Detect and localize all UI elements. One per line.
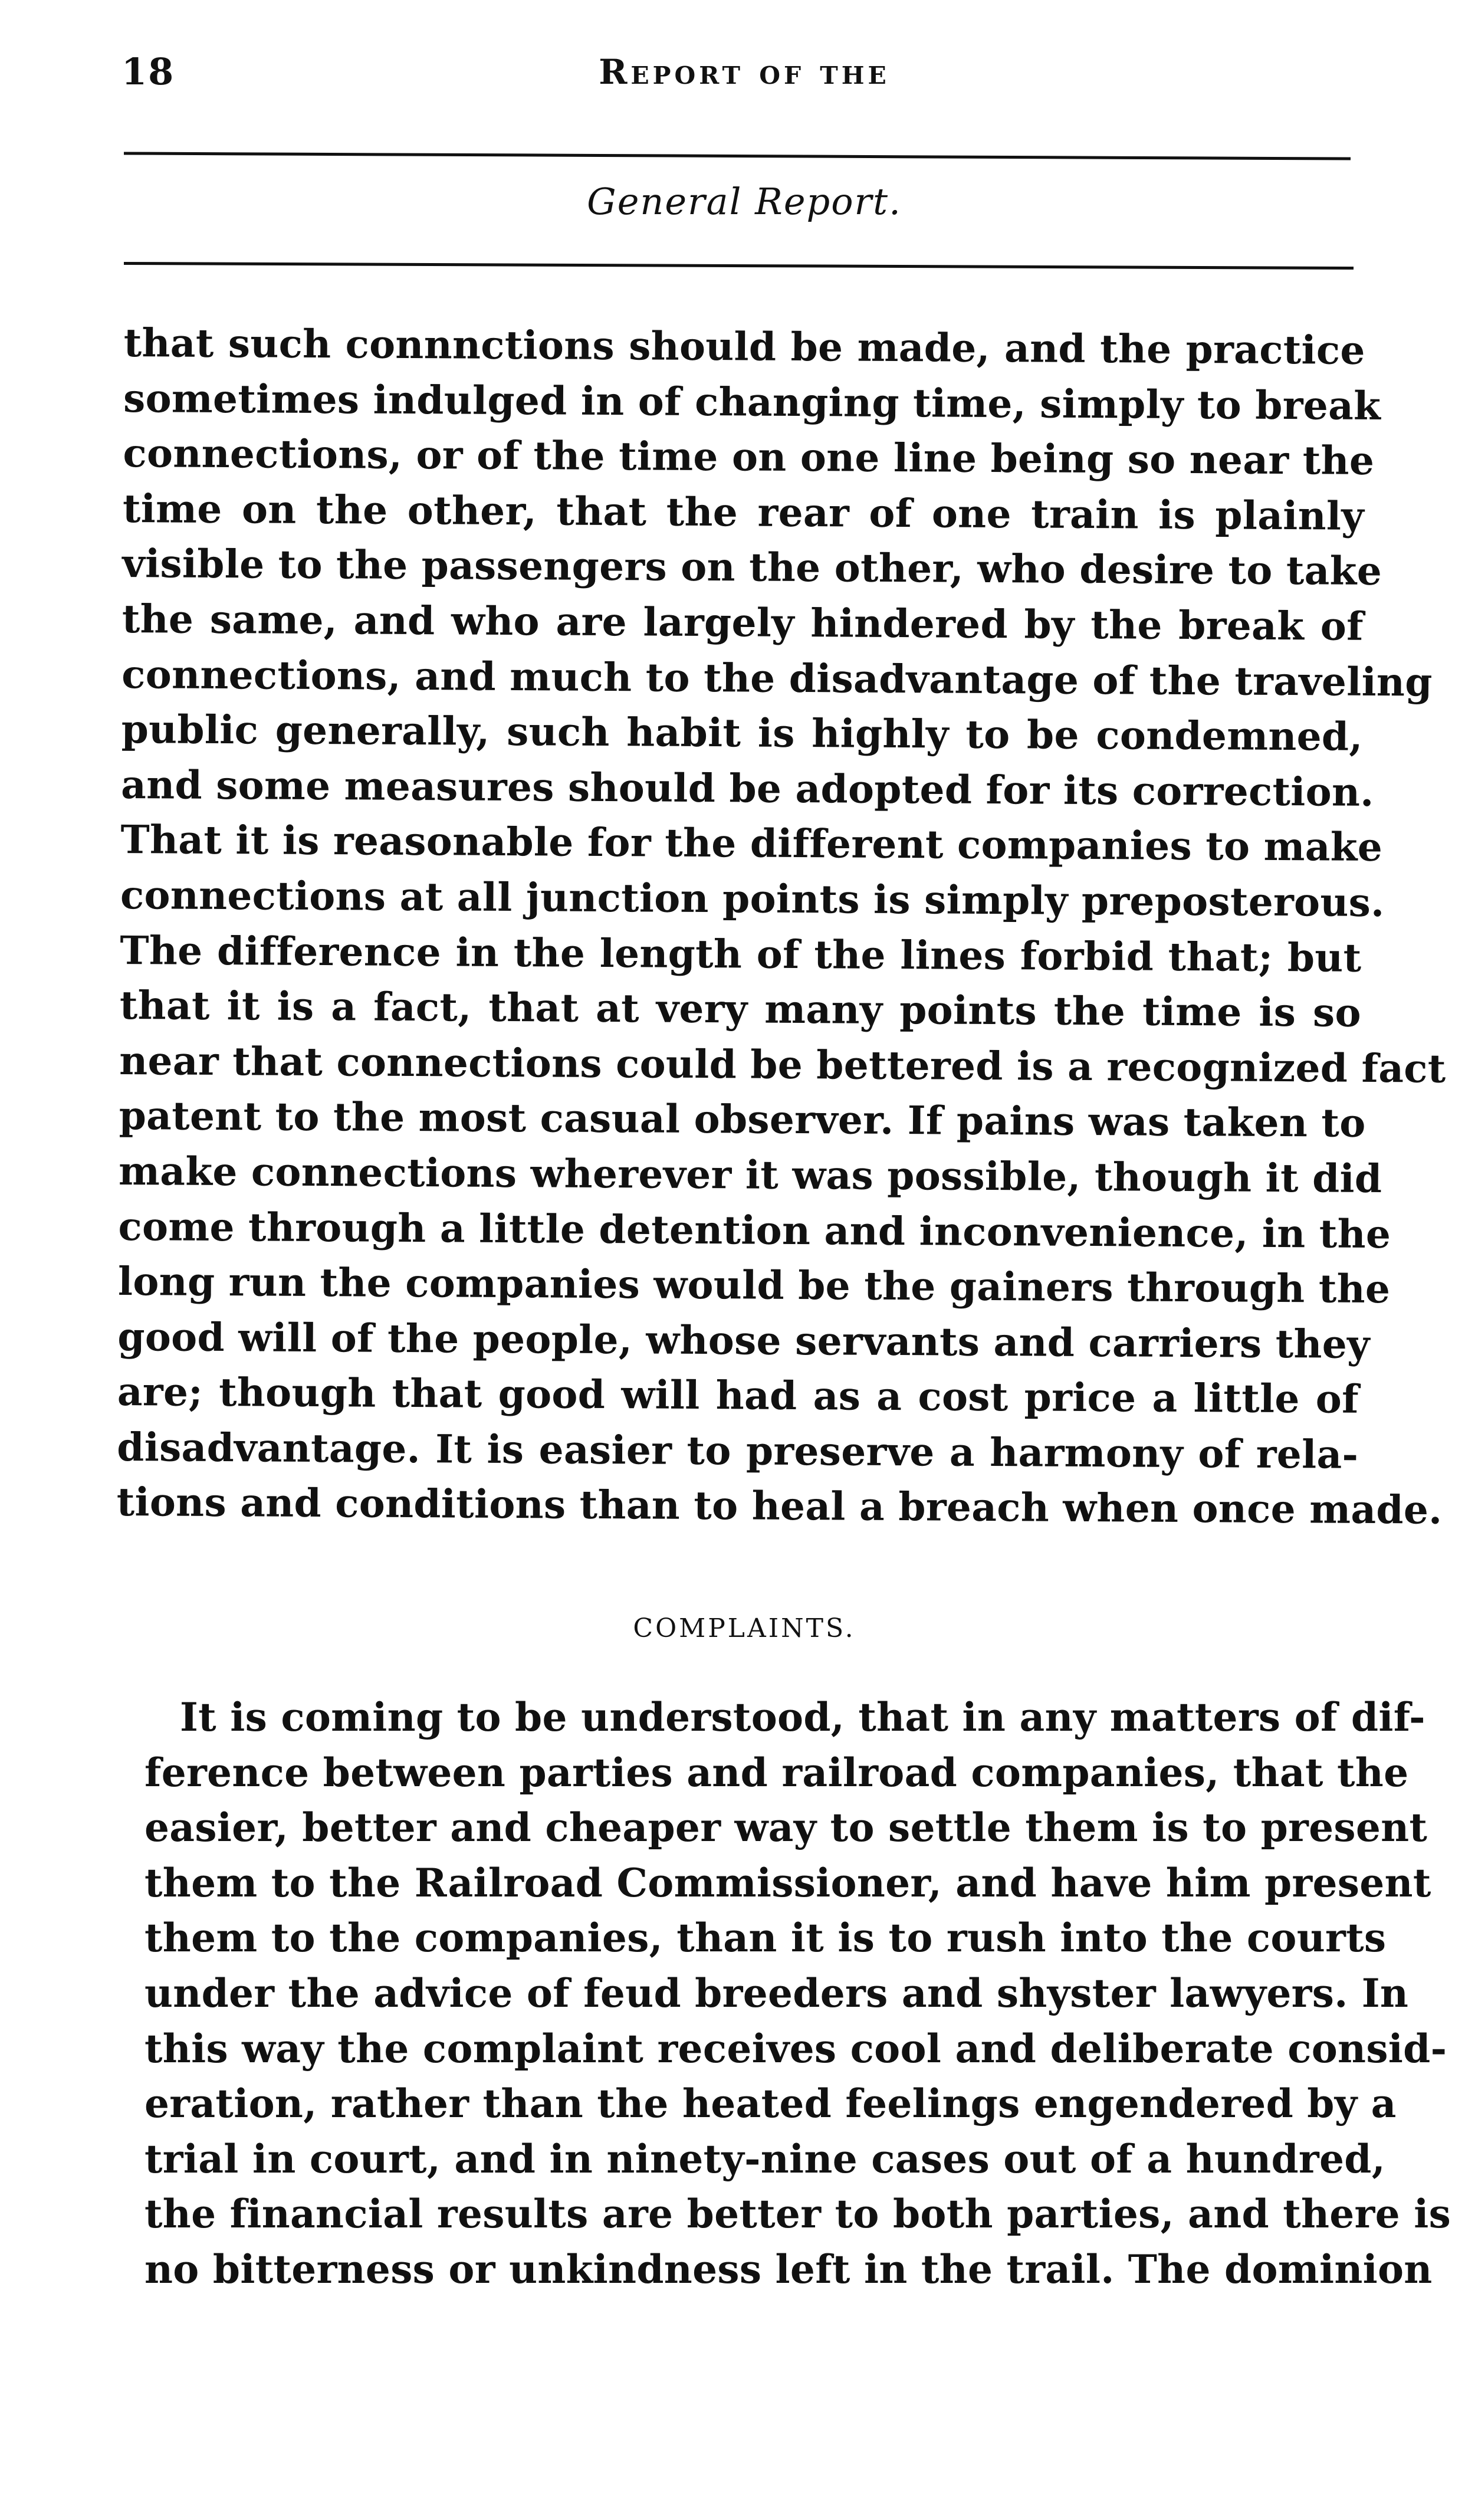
- section-title: General Report.: [587, 180, 902, 223]
- text-line: the same, and who are largely hindered by the break of: [121, 595, 1364, 649]
- text-line: visible to the passengers on the other, who desire to take: [122, 540, 1382, 595]
- page-number: 18: [121, 50, 175, 93]
- text-line: and some measures should be adopted for its correction.: [120, 761, 1374, 815]
- text-line: ference between parties and railroad companies, that the: [144, 1749, 1409, 1796]
- text-line: time on the other, that the rear of one train is plainly: [122, 485, 1365, 539]
- running-head: Report of the: [599, 52, 890, 92]
- text-line: That it is reasonable for the different companies to make: [120, 816, 1383, 871]
- text-line: good will of the people, whose servants and carriers they: [117, 1313, 1370, 1367]
- text-line: tions and conditions than to heal a breach when once made.: [116, 1479, 1443, 1534]
- text-line: It is coming to be understood, that in any matters of dif-: [180, 1694, 1425, 1740]
- text-line: The difference in the length of the lines forbid that; but: [120, 927, 1362, 981]
- top-rule: [124, 152, 1351, 160]
- text-line: make connections wherever it was possible, though it did: [118, 1147, 1382, 1202]
- text-line: connections, and much to the disadvantage of the traveling: [121, 651, 1433, 706]
- text-line: trial in court, and in ninety-nine cases out of a hundred,: [144, 2135, 1386, 2182]
- text-line: them to the companies, than it is to rush into the courts: [144, 1915, 1387, 1961]
- text-line: connections, or of the time on one line being so near the: [123, 430, 1375, 484]
- text-line: that it is a fact, that at very many points the time is so: [119, 982, 1362, 1036]
- text-line: patent to the most casual observer. If pains was taken to: [119, 1092, 1366, 1147]
- text-line: the financial results are better to both parties, and there is: [144, 2191, 1451, 2237]
- bottom-rule: [124, 262, 1354, 270]
- text-line: sometimes indulged in of changing time, simply to break: [123, 375, 1381, 429]
- text-line: are; though that good will had as a cost price a little of: [117, 1369, 1359, 1423]
- text-line: come through a little detention and inconvenience, in the: [118, 1203, 1391, 1257]
- complaints-heading: COMPLAINTS.: [633, 1613, 856, 1643]
- text-line: long run the companies would be the gainers through the: [117, 1258, 1391, 1312]
- text-line: public generally, such habit is highly to be condemned,: [121, 706, 1363, 760]
- text-line: no bitterness or unkindness left in the trail. The dominion: [144, 2246, 1433, 2292]
- text-line: that such connnctions should be made, and the practice: [123, 319, 1365, 373]
- text-line: connections at all junction points is simply preposterous.: [120, 871, 1385, 926]
- text-line: them to the Railroad Commissioner, and have him present: [144, 1859, 1431, 1906]
- text-line: eration, rather than the heated feelings engendered by a: [144, 2081, 1397, 2127]
- text-line: this way the complaint receives cool and deliberate consid-: [144, 2025, 1447, 2072]
- paragraph-1: [116, 316, 1446, 1538]
- text-line: under the advice of feud breeders and shyster lawyers. In: [144, 1970, 1409, 2016]
- text-line: near that connections could be bettered is a recognized fact: [119, 1037, 1446, 1092]
- paragraph-2: [144, 1690, 1451, 2298]
- text-line: disadvantage. It is easier to preserve a harmony of rela-: [117, 1423, 1359, 1478]
- text-line: easier, better and cheaper way to settle them is to present: [144, 1804, 1428, 1851]
